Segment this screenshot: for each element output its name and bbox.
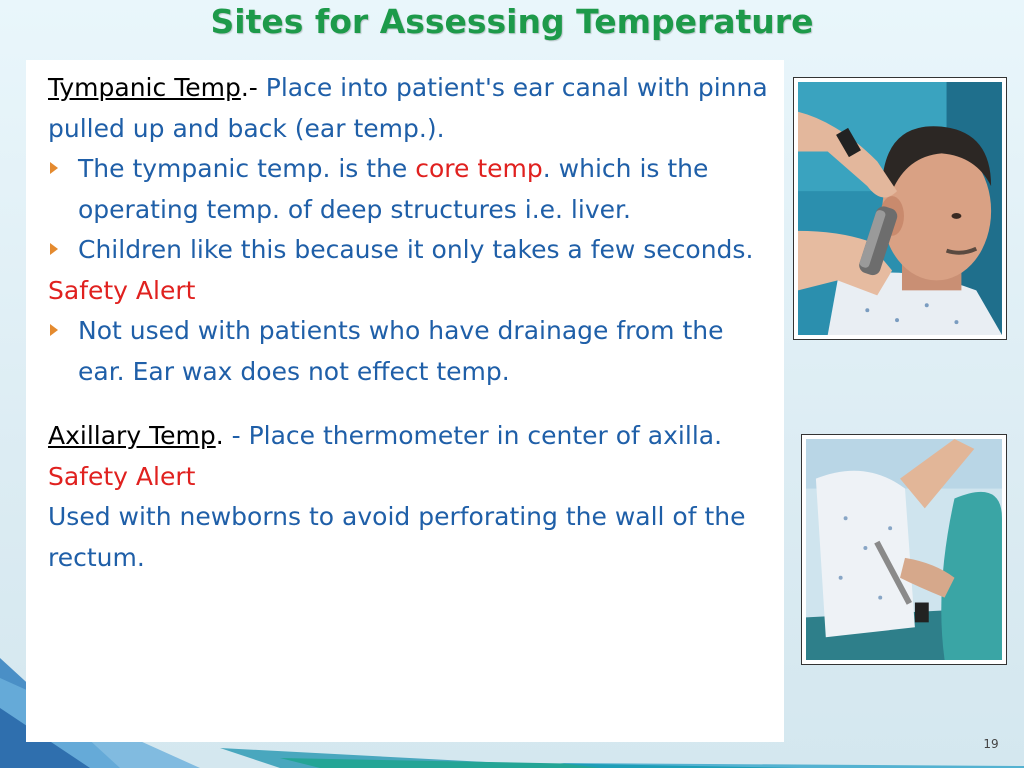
bullet-arrow-icon <box>50 243 58 255</box>
bullet-text: Children like this because it only takes a few seconds. <box>78 235 754 264</box>
core-temp-highlight: core temp <box>415 154 543 183</box>
tympanic-description: Place into patient's ear canal with pinna pulled up and back (ear temp.). <box>48 73 768 143</box>
content-box <box>26 60 784 742</box>
bullet-text: The tympanic temp. is the <box>78 154 416 183</box>
bullet-arrow-icon <box>50 324 58 336</box>
safety-alert-label: Safety Alert <box>48 275 196 305</box>
bullet-text: Not used with patients who have drainage from the ear. Ear wax does not effect temp. <box>78 316 724 386</box>
safety-alert-label: Safety Alert <box>48 461 196 491</box>
page-number: 19 <box>983 737 999 751</box>
slide-title: Sites for Assessing Temperature <box>210 2 814 41</box>
axillary-heading: Axillary Temp <box>48 421 216 450</box>
axillary-safety-text: Used with newborns to avoid perforating the wall of the rectum. <box>48 502 746 572</box>
bullet-item <box>48 311 770 392</box>
bullet-text: . which is the operating temp. of deep structures i.e. liver. <box>78 154 709 224</box>
axillary-description: - Place thermometer in center of axilla. <box>231 421 723 450</box>
bullet-item <box>48 230 770 271</box>
ear-thermometer-photo <box>793 77 1007 340</box>
tympanic-heading: Tympanic Temp <box>48 73 241 102</box>
bullet-arrow-icon <box>50 162 58 174</box>
content-text <box>48 68 770 578</box>
tympanic-heading-punct: .- <box>240 73 258 102</box>
axillary-thermometer-photo <box>801 434 1007 665</box>
bullet-item <box>48 149 770 230</box>
axillary-heading-punct: . <box>215 421 232 450</box>
tympanic-paragraph <box>48 68 770 149</box>
axillary-paragraph <box>48 416 770 457</box>
